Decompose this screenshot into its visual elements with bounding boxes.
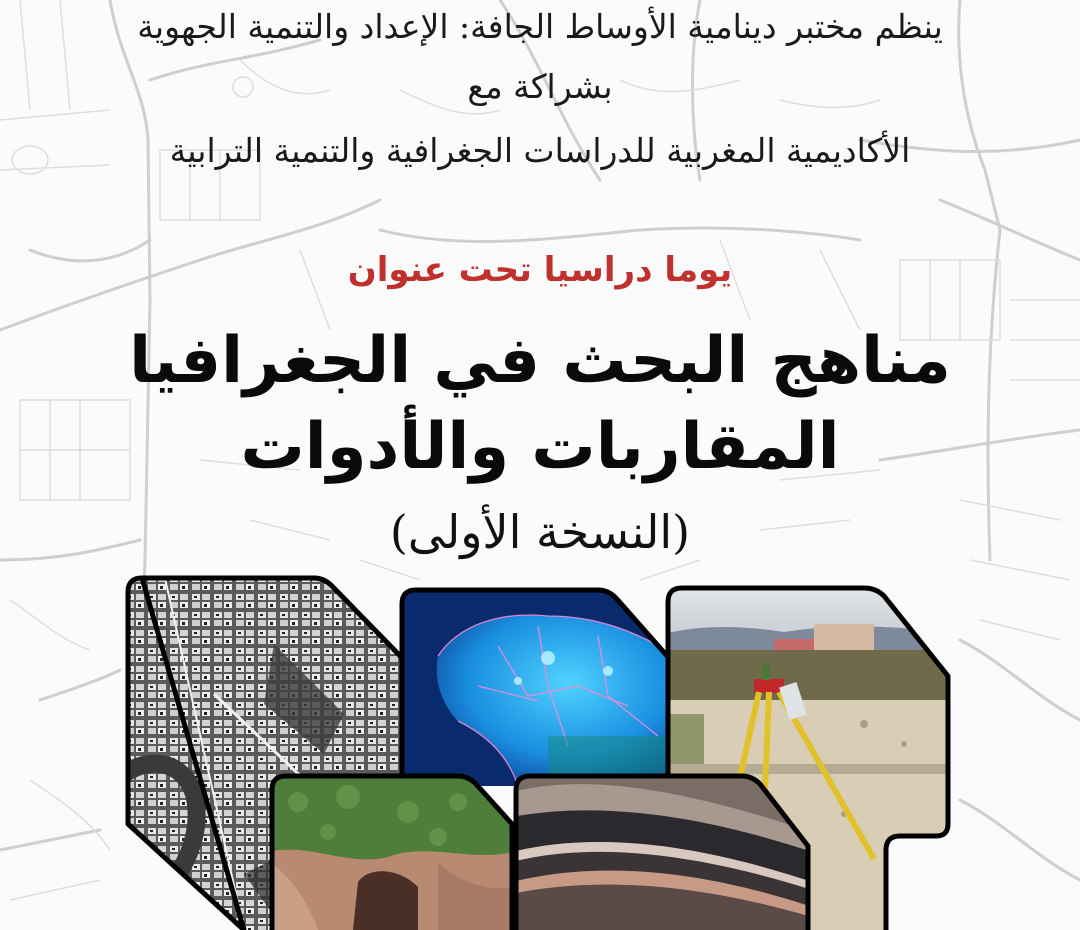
africa-map-panel	[398, 586, 680, 786]
organizer-line: ينظم مختبر دينامية الأوساط الجافة: الإعداد والتنمية الجهوية	[137, 7, 943, 46]
main-title-line-2: المقاربات والأدوات	[240, 410, 840, 484]
partner-institution-line: الأكاديمية المغربية للدراسات الجغرافية والتنمية الترابية	[169, 131, 911, 170]
edition-label: (النسخة الأولى)	[389, 505, 691, 559]
main-title-line-1: مناهج البحث في الجغرافيا	[129, 324, 951, 398]
event-subtitle: يوما دراسيا تحت عنوان	[347, 250, 733, 290]
rock-strata-panel	[512, 772, 812, 930]
partnership-line: بشراكة مع	[467, 67, 613, 106]
green-cliff-panel	[268, 772, 514, 930]
